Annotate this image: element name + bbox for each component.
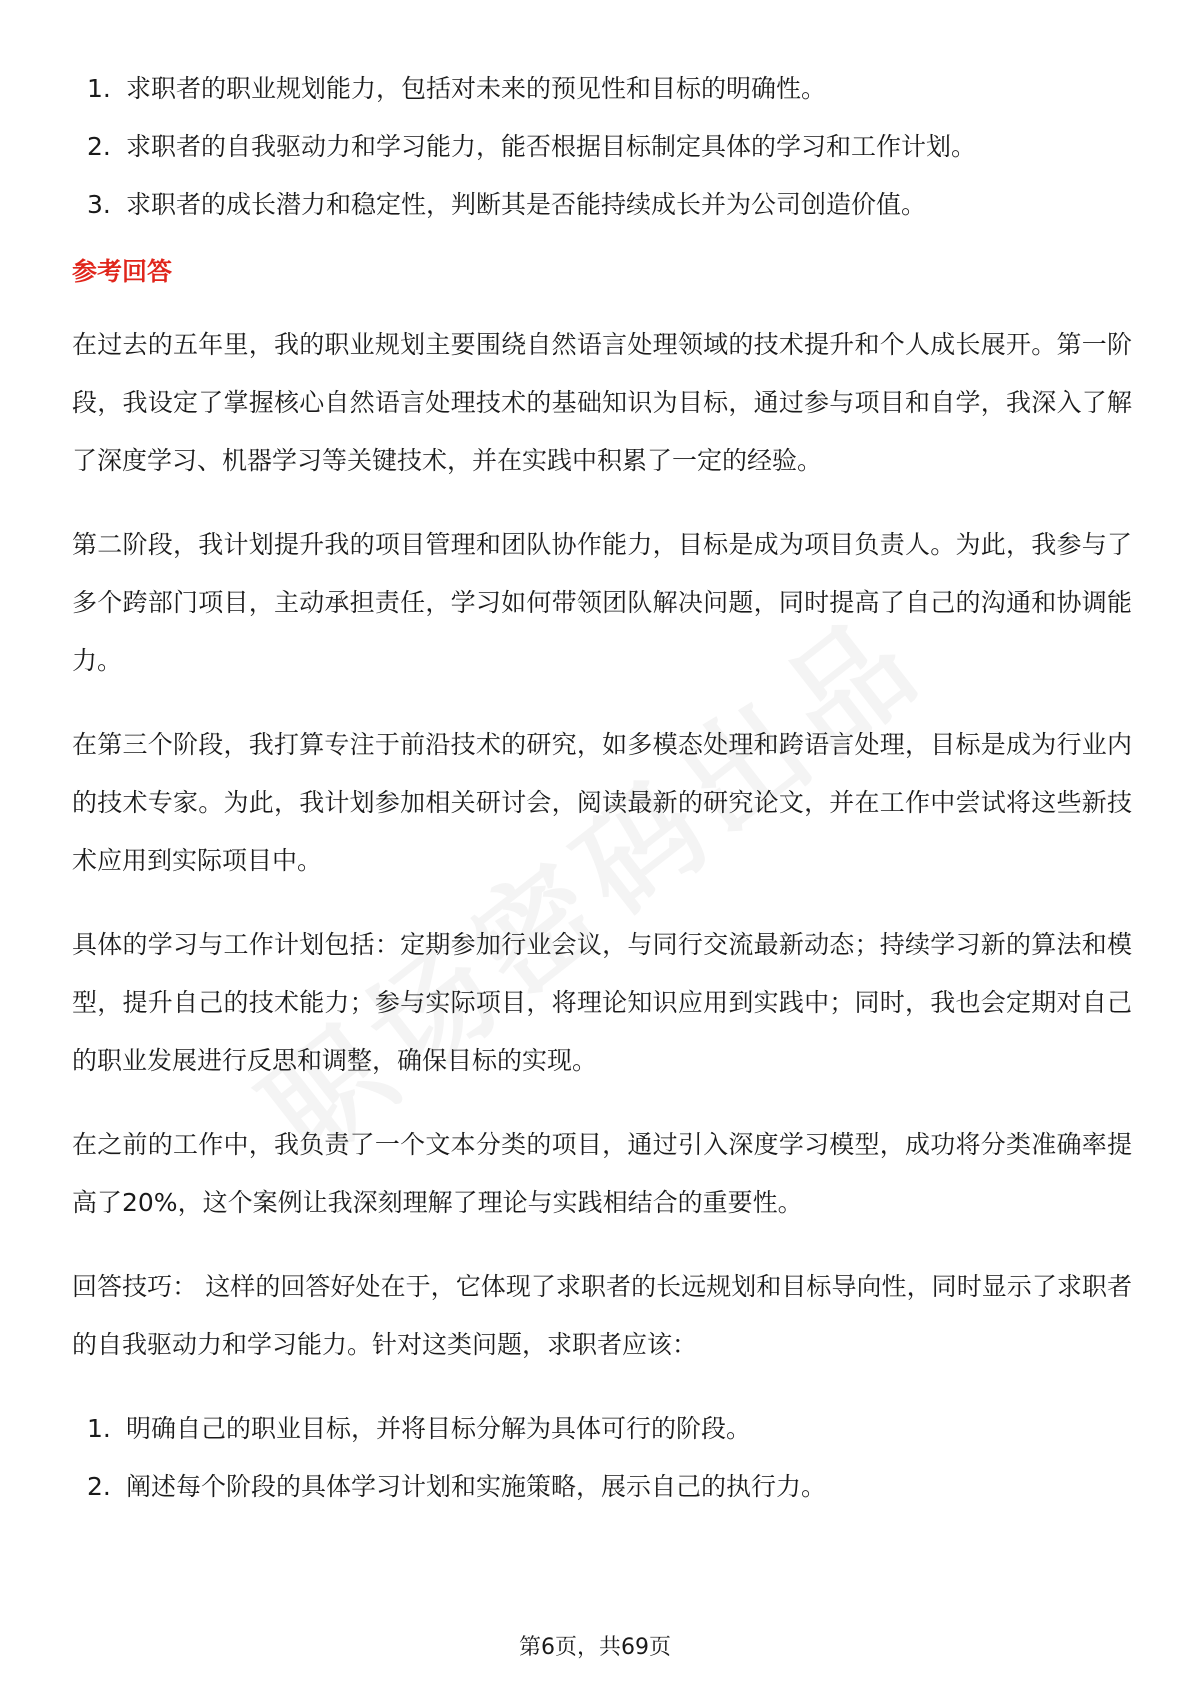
list-item-number: 2. — [87, 132, 111, 161]
paragraph: 具体的学习与工作计划包括：定期参加行业会议，与同行交流最新动态；持续学习新的算法和模型，提升自己的技术能力；参与实际项目，将理论知识应用到实践中；同时，我也会定期对自己的职业发展进行反思和调整，确保目标的实现。 — [72, 930, 1132, 1075]
list-item-number: 1. — [87, 1414, 111, 1443]
list-item-text: 阐述每个阶段的具体学习计划和实施策略，展示自己的执行力。 — [126, 1472, 827, 1501]
list-item — [72, 1400, 1132, 1458]
tips-list — [72, 1400, 1132, 1516]
list-item-text: 求职者的自我驱动力和学习能力，能否根据目标制定具体的学习和工作计划。 — [126, 132, 977, 161]
list-item-text: 求职者的成长潜力和稳定性，判断其是否能持续成长并为公司创造价值。 — [126, 190, 927, 219]
list-item — [72, 1458, 1132, 1516]
list-item-number: 2. — [87, 1472, 111, 1501]
list-item — [72, 176, 1132, 234]
paragraph: 第二阶段，我计划提升我的项目管理和团队协作能力，目标是成为项目负责人。为此，我参与了多个跨部门项目，主动承担责任，学习如何带领团队解决问题，同时提高了自己的沟通和协调能力。 — [72, 530, 1132, 675]
list-item — [72, 118, 1132, 176]
list-item-text: 求职者的职业规划能力，包括对未来的预见性和目标的明确性。 — [126, 74, 827, 103]
page-number-footer: 第6页，共69页 — [519, 1635, 671, 1660]
list-item — [72, 60, 1132, 118]
section-heading: 参考回答 — [72, 257, 173, 286]
list-item-number: 1. — [87, 74, 111, 103]
page-content — [72, 60, 1132, 1516]
list-item-text: 明确自己的职业目标，并将目标分解为具体可行的阶段。 — [126, 1414, 752, 1443]
paragraph: 在第三个阶段，我打算专注于前沿技术的研究，如多模态处理和跨语言处理，目标是成为行业内的技术专家。为此，我计划参加相关研讨会，阅读最新的研究论文，并在工作中尝试将这些新技术应用到实际项目中。 — [72, 730, 1132, 875]
criteria-list — [72, 60, 1132, 234]
paragraph: 在过去的五年里，我的职业规划主要围绕自然语言处理领域的技术提升和个人成长展开。第一阶段，我设定了掌握核心自然语言处理技术的基础知识为目标，通过参与项目和自学，我深入了解了深度学习、机器学习等关键技术，并在实践中积累了一定的经验。 — [72, 330, 1132, 475]
answer-tips-paragraph: 回答技巧： 这样的回答好处在于，它体现了求职者的长远规划和目标导向性，同时显示了求职者的自我驱动力和学习能力。针对这类问题，求职者应该： — [72, 1272, 1132, 1359]
paragraph: 在之前的工作中，我负责了一个文本分类的项目，通过引入深度学习模型，成功将分类准确率提高了20%，这个案例让我深刻理解了理论与实践相结合的重要性。 — [72, 1130, 1132, 1217]
list-item-number: 3. — [87, 190, 111, 219]
